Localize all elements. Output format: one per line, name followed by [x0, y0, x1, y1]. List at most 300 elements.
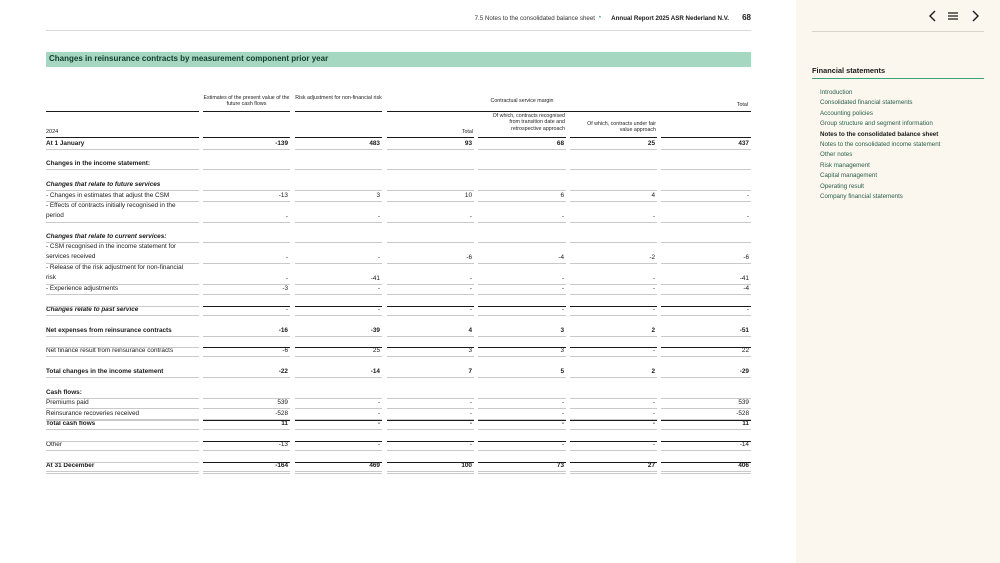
table-cell: -	[652, 346, 655, 354]
table-cell: 3	[560, 346, 564, 354]
table-cell: -	[652, 398, 655, 406]
total-rule	[478, 306, 566, 307]
total-rule	[203, 306, 290, 307]
table-cell: -22	[278, 367, 288, 375]
total-rule	[295, 420, 382, 421]
row-divider	[570, 263, 657, 264]
row-label-text: At 1 January	[46, 140, 85, 147]
table-bottom-rule	[570, 473, 657, 474]
header-rule	[478, 137, 566, 138]
row-divider	[570, 356, 657, 357]
row-divider	[661, 190, 751, 191]
page-number: 68	[742, 13, 751, 22]
sidebar-nav-item[interactable]: Consolidated financial statements	[820, 99, 913, 107]
table-cell: 539	[277, 398, 288, 406]
row-divider	[478, 336, 566, 337]
total-rule	[295, 306, 382, 307]
total-rule	[46, 420, 199, 421]
table-bottom-rule	[203, 473, 290, 474]
total-rule	[387, 462, 474, 463]
row-label	[46, 409, 139, 419]
row-divider	[295, 201, 382, 202]
sidebar-title: Financial statements	[812, 66, 984, 79]
row-divider	[661, 408, 751, 409]
table-cell: -139	[275, 139, 288, 147]
table-cell: 4	[468, 326, 472, 334]
header-rule	[46, 137, 199, 138]
row-label-text-continued: risk	[46, 274, 56, 282]
table-cell: -	[377, 398, 380, 406]
row-divider	[387, 222, 474, 223]
row-divider	[46, 294, 199, 295]
row-divider	[478, 263, 566, 264]
row-divider	[203, 190, 290, 191]
column-header: Of which, contracts recognised from transition date and retrospective approach	[492, 113, 565, 132]
sidebar-nav-item[interactable]: Risk management	[820, 161, 870, 169]
table-cell: 22	[741, 346, 749, 354]
row-label-text: Changes relate to past service	[46, 306, 139, 313]
table-cell: -	[652, 409, 655, 417]
table-cell: -	[746, 305, 749, 313]
table-cell: -4	[558, 253, 564, 261]
table-cell: -29	[739, 367, 749, 375]
table-cell: -6	[282, 346, 288, 354]
table-cell: 539	[738, 398, 749, 406]
total-rule	[387, 420, 474, 421]
sidebar	[796, 0, 1000, 563]
table-cell: -	[561, 305, 564, 313]
total-rule	[203, 347, 290, 348]
row-label	[46, 139, 84, 149]
row-divider	[46, 450, 199, 451]
table-cell: -6	[466, 253, 472, 261]
table-cell: -51	[739, 326, 749, 334]
total-rule	[203, 420, 290, 421]
row-divider	[387, 408, 474, 409]
total-rule	[661, 462, 751, 463]
row-divider	[203, 201, 290, 202]
row-divider	[387, 471, 474, 472]
header-rule	[203, 111, 290, 112]
table-cell: -	[469, 419, 472, 427]
table-cell: -	[561, 409, 564, 417]
table-cell: -	[652, 305, 655, 313]
header-separator: •	[598, 15, 601, 21]
row-divider	[203, 377, 290, 378]
group-header-csm: Contractual service margin	[490, 98, 554, 104]
row-divider	[478, 149, 566, 150]
row-divider	[295, 408, 382, 409]
row-label-text: - Effects of contracts initially recognised in the	[46, 202, 176, 209]
sidebar-nav-item[interactable]: Notes to the consolidated income statement	[820, 141, 941, 149]
table-cell: -	[469, 409, 472, 417]
table-cell: -	[561, 398, 564, 406]
table-cell: -164	[275, 461, 288, 469]
sidebar-nav-item[interactable]: Accounting policies	[820, 109, 873, 117]
row-divider	[387, 169, 474, 170]
row-label	[46, 367, 163, 377]
table-cell: 27	[647, 461, 655, 469]
table-cell: 3	[560, 326, 564, 334]
row-divider	[478, 356, 566, 357]
table-cell: -	[377, 212, 380, 220]
row-divider	[661, 471, 751, 472]
row-label-text: - Changes in estimates that adjust the CSM	[46, 192, 170, 199]
row-divider	[478, 315, 566, 316]
table-cell: -	[469, 274, 472, 282]
table-cell: 6	[560, 191, 564, 199]
row-divider	[661, 450, 751, 451]
row-divider	[46, 429, 199, 430]
total-rule	[570, 306, 657, 307]
row-divider	[387, 242, 474, 243]
table-cell: 10	[464, 191, 472, 199]
table-cell: 4	[651, 191, 655, 199]
table-cell: -	[377, 253, 380, 261]
row-divider	[387, 356, 474, 357]
table-bottom-rule	[478, 473, 566, 474]
row-label-text-continued: services received	[46, 253, 96, 261]
row-divider	[46, 315, 199, 316]
row-divider	[203, 336, 290, 337]
table-cell: -	[469, 440, 472, 448]
header-rule	[387, 137, 474, 138]
header-rule	[661, 137, 751, 138]
row-divider	[478, 169, 566, 170]
row-label	[46, 398, 89, 408]
row-divider	[295, 149, 382, 150]
table-cell: -	[285, 274, 288, 282]
row-divider	[46, 149, 199, 150]
row-divider	[661, 356, 751, 357]
header-rule	[46, 111, 199, 112]
table-cell: 25	[647, 139, 655, 147]
total-rule	[661, 347, 751, 348]
table-cell: 73	[556, 461, 564, 469]
header-rule	[570, 137, 657, 138]
sidebar-nav-item[interactable]: Notes to the consolidated balance sheet	[820, 130, 939, 138]
table-cell: 469	[369, 461, 380, 469]
row-divider	[203, 222, 290, 223]
row-label-text: Changes in the income statement:	[46, 160, 151, 167]
row-divider	[661, 315, 751, 316]
row-divider	[203, 450, 290, 451]
table-cell: 3	[468, 346, 472, 354]
row-divider	[478, 190, 566, 191]
row-label-text: Cash flows:	[46, 389, 82, 396]
sidebar-nav-list	[820, 88, 940, 202]
column-header: Of which, contracts under fair value approach	[587, 121, 656, 134]
row-divider	[295, 471, 382, 472]
table-cell: -	[652, 274, 655, 282]
sidebar-nav-item[interactable]: Other notes	[820, 151, 853, 159]
row-divider	[295, 242, 382, 243]
row-label-text: Changes that relate to future services	[46, 181, 161, 188]
table-cell: -	[561, 440, 564, 448]
table-cell: 7	[468, 367, 472, 375]
total-rule	[570, 347, 657, 348]
row-divider	[661, 169, 751, 170]
row-divider	[661, 377, 751, 378]
table-cell: -41	[739, 274, 749, 282]
header-rule	[203, 137, 290, 138]
row-divider	[570, 294, 657, 295]
table-cell: -3	[282, 284, 288, 292]
table-cell: -41	[370, 274, 380, 282]
row-label-text: Changes that relate to current services:	[46, 233, 167, 240]
row-label	[46, 201, 176, 222]
total-rule	[478, 441, 566, 442]
table-cell: 2	[651, 367, 655, 375]
table-cell: 437	[738, 139, 749, 147]
row-divider	[661, 263, 751, 264]
total-rule	[387, 306, 474, 307]
row-divider	[478, 408, 566, 409]
row-divider	[387, 201, 474, 202]
table-cell: 11	[742, 419, 749, 427]
row-divider	[570, 190, 657, 191]
row-divider	[203, 294, 290, 295]
header-report-title[interactable]: Annual Report 2025 ASR Nederland N.V.	[611, 15, 729, 22]
table-cell: -528	[275, 409, 288, 417]
column-header: Total	[736, 102, 748, 108]
row-divider	[295, 356, 382, 357]
table-cell: -2	[649, 253, 655, 261]
year-label: 2024	[46, 129, 59, 135]
table-cell: -	[285, 212, 288, 220]
table-cell: -	[285, 253, 288, 261]
table-bottom-rule	[46, 473, 199, 474]
table-cell: 2	[651, 326, 655, 334]
table-cell: -	[377, 305, 380, 313]
chevron-left-icon[interactable]	[926, 9, 940, 23]
row-label	[46, 242, 176, 263]
total-rule	[387, 347, 474, 348]
total-rule	[570, 420, 657, 421]
row-divider	[46, 336, 199, 337]
table-cell: -	[377, 419, 380, 427]
row-divider	[478, 450, 566, 451]
row-divider	[661, 149, 751, 150]
row-divider	[203, 149, 290, 150]
table-cell: -	[652, 440, 655, 448]
total-rule	[478, 420, 566, 421]
row-label	[46, 232, 166, 242]
total-rule	[661, 420, 751, 421]
row-divider	[570, 149, 657, 150]
table-cell: -	[652, 284, 655, 292]
table-cell: 93	[464, 139, 472, 147]
row-divider	[570, 315, 657, 316]
row-divider	[387, 429, 474, 430]
table-cell: -	[561, 212, 564, 220]
table-cell: 3	[376, 191, 380, 199]
row-divider	[46, 377, 199, 378]
row-divider	[46, 471, 199, 472]
row-divider	[203, 408, 290, 409]
sidebar-nav-item[interactable]: Introduction	[820, 89, 853, 96]
total-rule	[570, 462, 657, 463]
row-divider	[387, 336, 474, 337]
row-divider	[570, 377, 657, 378]
row-divider	[295, 336, 382, 337]
row-divider	[478, 201, 566, 202]
header-rule	[295, 111, 382, 112]
row-divider	[570, 429, 657, 430]
column-header: Estimates of the present value of the future cash flows	[203, 95, 290, 108]
row-divider	[661, 294, 751, 295]
header-rule	[387, 111, 751, 112]
row-divider	[661, 222, 751, 223]
table-bottom-rule	[661, 473, 751, 474]
row-divider	[203, 315, 290, 316]
table-cell: -6	[743, 253, 749, 261]
table-cell: -	[561, 419, 564, 427]
total-rule	[203, 441, 290, 442]
row-divider	[295, 263, 382, 264]
row-label-text: Reinsurance recoveries received	[46, 410, 140, 417]
column-header: Total	[461, 129, 473, 135]
row-divider	[570, 471, 657, 472]
row-divider	[203, 429, 290, 430]
row-divider	[203, 169, 290, 170]
row-label-text: Premiums paid	[46, 399, 89, 406]
row-divider	[570, 242, 657, 243]
row-divider	[478, 471, 566, 472]
header-section-title[interactable]: 7.5 Notes to the consolidated balance sheet	[474, 15, 595, 22]
table-cell: 25	[372, 346, 380, 354]
header-rule	[295, 137, 382, 138]
row-divider	[295, 377, 382, 378]
row-divider	[203, 242, 290, 243]
row-label-text: - CSM recognised in the income statement for	[46, 243, 177, 250]
table-cell: -	[746, 212, 749, 220]
row-divider	[570, 408, 657, 409]
row-label	[46, 326, 172, 336]
table-bottom-rule	[387, 473, 474, 474]
table-cell: -	[746, 191, 749, 199]
sidebar-nav-item[interactable]: Group structure and segment information	[820, 120, 933, 128]
chevron-right-icon[interactable]	[968, 9, 982, 23]
row-divider	[295, 222, 382, 223]
table-cell: -528	[736, 409, 749, 417]
row-divider	[387, 190, 474, 191]
table-cell: 100	[461, 461, 472, 469]
table-cell: -39	[370, 326, 380, 334]
row-divider	[46, 356, 199, 357]
table-cell: 5	[560, 367, 564, 375]
table-cell: 406	[738, 461, 749, 469]
row-divider	[295, 429, 382, 430]
total-rule	[661, 306, 751, 307]
row-divider	[203, 356, 290, 357]
row-divider	[295, 169, 382, 170]
row-divider	[387, 450, 474, 451]
row-divider	[478, 429, 566, 430]
column-header: Risk adjustment for non-financial risk	[295, 95, 382, 101]
row-divider	[570, 169, 657, 170]
row-divider	[46, 222, 199, 223]
total-rule	[295, 462, 382, 463]
row-divider	[661, 242, 751, 243]
row-label	[46, 263, 183, 284]
total-rule	[46, 441, 199, 442]
row-divider	[387, 377, 474, 378]
table-cell: -	[469, 284, 472, 292]
sidebar-nav-item[interactable]: Capital management	[820, 172, 878, 180]
row-label-text: Net expenses from reinsurance contracts	[46, 327, 172, 334]
row-divider	[203, 471, 290, 472]
row-divider	[295, 450, 382, 451]
row-label-text: Total cash flows	[46, 420, 96, 427]
table-cell: -	[561, 284, 564, 292]
table-cell: -	[469, 398, 472, 406]
total-rule	[478, 462, 566, 463]
row-divider	[570, 222, 657, 223]
table-cell: 483	[369, 139, 380, 147]
row-divider	[387, 315, 474, 316]
row-divider	[478, 222, 566, 223]
menu-icon[interactable]	[946, 9, 960, 23]
table-bottom-rule	[295, 473, 382, 474]
total-rule	[661, 441, 751, 442]
table-cell: -4	[743, 284, 749, 292]
row-label-text: Other	[46, 441, 62, 448]
row-divider	[661, 336, 751, 337]
row-label	[46, 191, 169, 201]
table-cell: -14	[370, 367, 380, 375]
row-label-text: At 31 December	[46, 462, 95, 469]
row-divider	[661, 201, 751, 202]
row-divider	[387, 263, 474, 264]
row-divider	[295, 315, 382, 316]
total-rule	[295, 347, 382, 348]
row-divider	[203, 263, 290, 264]
table-cell: -13	[278, 440, 288, 448]
table-cell: -	[652, 419, 655, 427]
section-title: Changes in reinsurance contracts by measurement component prior year	[46, 52, 751, 67]
row-divider	[478, 377, 566, 378]
row-divider	[570, 336, 657, 337]
sidebar-nav-item[interactable]: Company financial statements	[820, 193, 903, 201]
row-divider	[570, 450, 657, 451]
table-cell: -16	[278, 326, 288, 334]
total-rule	[46, 306, 199, 307]
table-cell: 68	[556, 139, 564, 147]
total-rule	[203, 462, 290, 463]
row-label	[46, 388, 82, 398]
total-rule	[570, 441, 657, 442]
sidebar-nav-item[interactable]: Operating result	[820, 182, 865, 190]
table-cell: -	[469, 212, 472, 220]
row-label	[46, 284, 118, 294]
table-cell: -	[652, 212, 655, 220]
table-cell: -	[561, 274, 564, 282]
table-cell: -	[285, 305, 288, 313]
row-divider	[661, 429, 751, 430]
table-cell: -13	[278, 191, 288, 199]
row-divider	[46, 169, 199, 170]
table-cell: -	[377, 440, 380, 448]
row-label-text: - Release of the risk adjustment for non-financial	[46, 264, 184, 271]
total-rule	[46, 462, 199, 463]
row-divider	[387, 294, 474, 295]
table-cell: 11	[281, 419, 288, 427]
row-label-text: Total changes in the income statement	[46, 368, 164, 375]
total-rule	[46, 347, 199, 348]
table-cell: -	[377, 284, 380, 292]
total-rule	[387, 441, 474, 442]
